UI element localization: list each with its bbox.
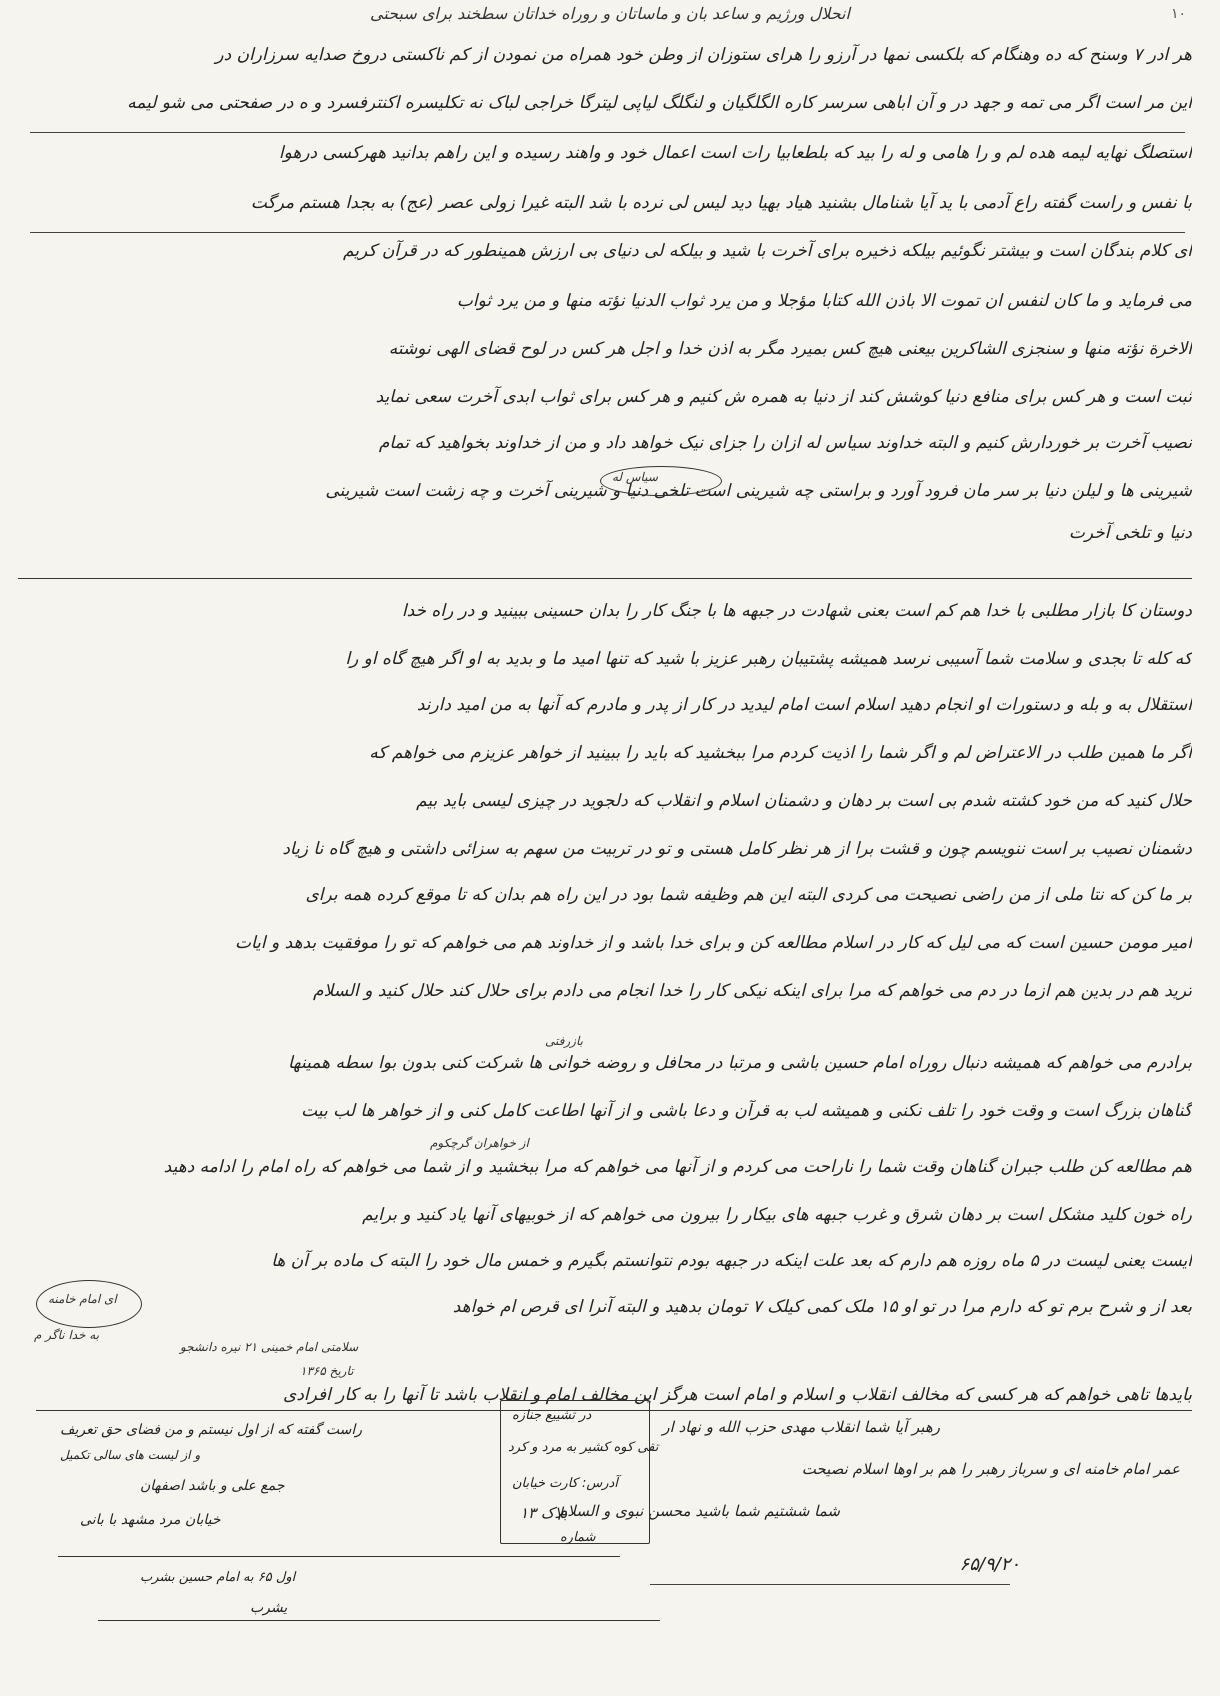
section-divider <box>18 578 1192 579</box>
underline <box>30 232 1185 233</box>
text-line: بایدها تاهی خواهم که هر کسی که مخالف انقلاب و اسلام و امام است هرگز این مخالف امام و انقلاب باشد تا آنها را به کار افرادی <box>283 1385 1192 1405</box>
text-line: دوستان کا بازار مطلبی با خدا هم کم است بعنی شهادت در جبهه ها با جنگ کار را بدان حسینی ببینید و در راه خدا <box>401 601 1192 621</box>
left-note: خیابان مرد مشهد با بانی <box>80 1512 221 1528</box>
underline <box>30 132 1185 133</box>
text-line: که کله تا بجدی و سلامت شما آسیبی نرسد همیشه پشتیبان رهبر عزیز با شید که تنها امید ما و بدید به او اگر هیچ گاه او را <box>345 649 1192 669</box>
page-corner-number: ۱۰ <box>1170 6 1186 22</box>
letter-date: ۶۵/۹/۲۰ <box>959 1554 1020 1575</box>
text-line: برادرم می خواهم که همیشه دنبال روراه امام حسین باشی و مرتبا در محافل و روضه خوانی ها شرکت کنی بدون بوا سطه همینها <box>287 1053 1192 1073</box>
box-line: آدرس: کارت خیابان <box>512 1476 618 1491</box>
text-line: امیر مومن حسین است که می لیل که کار در اسلام مطالعه کن و برای خدا باشد و از خداوند هم می خواهم که تو را موفقیت بدهد و ایات <box>235 933 1192 953</box>
closing-line: شما ششتیم شما باشید محسن نبوی و السلام <box>557 1502 840 1520</box>
text-line: این مر است اگر می تمه و جهد در و آن اباهی سرسر کاره الگلگیان و لنگلگ لیاپی لیترگا خراجی لباک نه تکلیسره اکنترفسرد و ه در صفحتی می شو لیمه <box>127 93 1192 113</box>
circled-note: سیاس له <box>612 470 658 484</box>
circled-note: ای امام خامنه <box>48 1292 117 1306</box>
text-line: ترید هم در بدین هم ازما در دم می خواهم که مرا برای اینکه نیکی کار را خدا انجام می دادم برای حلال کند حلال کنید و السلام <box>313 981 1192 1001</box>
text-line: هم مطالعه کن طلب جبران گناهان وقت شما را ناراحت می کردم و از آنها می خواهم که مرا ببخشید و از شما می خواهم که راه امام را ادامه دهید <box>163 1157 1192 1177</box>
box-line: تقی کوه کشیر به مرد و کرد <box>508 1440 659 1455</box>
inserted-note: از خواهران گرچکوم <box>430 1136 529 1150</box>
left-note: جمع علی و باشد اصفهان <box>140 1478 285 1494</box>
left-note: یشرب <box>250 1600 288 1616</box>
small-note: به خدا ناگر م <box>34 1328 100 1342</box>
text-line: راه خون کلید مشکل است بر دهان شرق و غرب جبهه های بیکار را بیرون می خواهم که از خوبیهای آنها یاد کنید و برایم <box>362 1205 1192 1225</box>
text-line: بر ما کن که نتا ملی از من راضی نصیحت می کردی البته این هم وظیفه شما بود در این راه هم بدان که تا موقع کرده همه برای <box>305 885 1192 905</box>
text-line: شیرینی ها و لیلن دنیا بر سر مان فرود آورد و براستی چه شیرینی است تلخی دنیا و شیرینی آخرت و چه زشت است شیرینی <box>325 481 1192 501</box>
bottom-line: اول ۶۵ به امام حسین بشرب <box>140 1570 296 1585</box>
box-line: بلاک ۱۳ <box>520 1504 568 1522</box>
text-line: استصلگ نهایه لیمه هده لم و را هامی و له را بید که بلطعابیا رات است اعمال خود و واهند رسیده و این راهم بدانید ههرکسی درهوا <box>278 143 1192 163</box>
text-line: می فرماید و ما کان لنفس ان تموت الا باذن الله کتابا مؤجلا و من یرد ثواب الدنیا نؤته منها و من یرد ثواب <box>456 291 1192 311</box>
box-divider <box>98 1620 660 1621</box>
text-line: ای کلام بندگان است و بیشتر نگوئیم بیلکه ذخیره برای آخرت با شید و بیلکه لی دنیای بی ارزش همینطور که در قرآن کریم <box>342 241 1192 261</box>
inserted-note: بازرفتی <box>545 1034 583 1048</box>
left-note: و از لیست های سالی تکمیل <box>60 1448 201 1462</box>
header-note: انحلال ورژیم و ساعد بان و ماساتان و روراه خداتان سطخند برای سبحتی <box>370 4 850 23</box>
text-line: اگر ما همین طلب در الاعتراض لم و اگر شما را اذیت کردم مرا ببخشید که باید را ببینید از خواهر عزیزم می خواهم که <box>369 743 1192 763</box>
text-line: الاخرة نؤته منها و سنجزی الشاکرین بیعنی هیچ کس بمیرد مگر به اذن خدا و اجل هر کس در لوح قضای الهی نوشته <box>388 339 1192 359</box>
text-line: با نفس و راست گفته راع آدمی با ید آیا شنامال بشنید هیاد بهیا دید لیس لی نرده با شد البته غیرا زولی عصر (عج) به بجدا هستم مرگت <box>250 193 1192 213</box>
text-line: نصیب آخرت بر خوردارش کنیم و البته خداوند سیاس له ازان را جزای نیک خواهد داد و من از خداوند بخواهید که تمام <box>378 433 1192 453</box>
text-line: دنیا و تلخی آخرت <box>1068 523 1192 543</box>
text-line: گناهان بزرگ است و وقت خود را تلف نکنی و همیشه لب به قرآن و دعا باشی و از آنها اطاعت کامل کنی و از خواهر ها لب بیت <box>301 1101 1192 1121</box>
text-line: ثبت است و هر کس برای منافع دنیا کوشش کند از دنیا به همره ش کنیم و هر کس برای ثواب ابدی آخرت سعی نماید <box>375 387 1192 407</box>
small-note: تاریخ ۱۳۶۵ <box>300 1364 354 1378</box>
text-line: حلال کنید که من خود کشته شدم بی است بر دهان و دشمنان اسلام و انقلاب که دلجوید در چیزی لیسی باید بیم <box>416 791 1192 811</box>
text-line: ایست یعنی لیست در ۵ ماه روزه هم دارم که بعد علت اینکه در جبهه بودم نتوانستم بگیرم و خمس مال خود را البته ک ماده بر آن ها <box>271 1251 1192 1271</box>
text-line: استقلال به و بله و دستورات او انجام دهید اسلام است امام لیدید در کار از پدر و مادرم که آنها به من امید دارند <box>416 695 1192 715</box>
text-line: دشمنان نصیب بر است ننویسم چون و قشت برا از هر نظر کامل هستی و تو در تربیت من سهم به سزائی داشتی و هیچ گاه نا زیاد <box>282 839 1192 859</box>
closing-line: رهبر آیا شما انقلاب مهدی حزب الله و نهاد ار <box>662 1418 940 1436</box>
box-divider <box>58 1556 620 1557</box>
text-line: هر ادر ۷ وسنح که ده وهنگام که بلکسی نمها در آرزو را هرای ستوزان از وطن خود همراه من نمودن از کم ناکستی دروخ صدایه سرزاران در <box>215 45 1192 65</box>
date-underline <box>650 1584 1010 1585</box>
closing-line: عمر امام خامنه ای و سرباز رهبر را هم بر اوها اسلام نصیحت <box>801 1460 1180 1478</box>
small-note: سلامتی امام خمینی ۲۱ نیره دانشجو <box>180 1340 359 1354</box>
text-line: بعد از و شرح برم تو که دارم مرا در تو او ۱۵ ملک کمی کیلک ۷ تومان بدهید و البته آنرا ای قرص ام خواهد <box>452 1297 1192 1317</box>
box-line: در تشییع جنازه <box>512 1408 592 1423</box>
left-note: راست گفته که از اول نیستم و من فضای حق تعریف <box>60 1422 362 1438</box>
box-line: شماره <box>560 1530 596 1545</box>
